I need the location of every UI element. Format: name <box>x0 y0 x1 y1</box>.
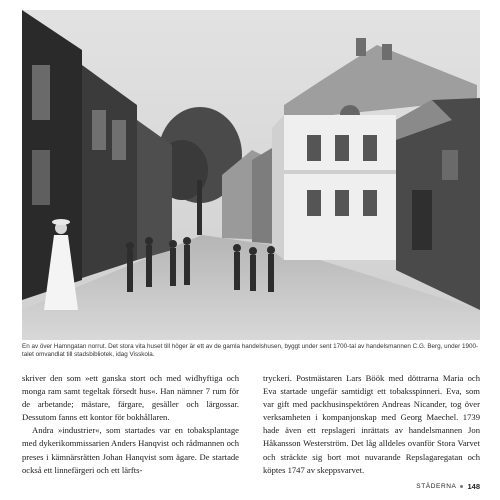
paragraph: skriver den som »ett ganska stort och med widhyftiga och monga ram samt tegeltak försedt hus«. Han nämner 7 rum för de arbetande; mästare, färgare, gesäller och lärgossar. Dessutom fanns ett kontor för bokhållaren. <box>22 373 239 423</box>
photo-caption: En av över Hamngatan norrut. Det stora vita huset till höger är ett av de gamla handelshusen, byggt under sent 1700-tal av handelsmannen C.G. Berg, under 1900-talet omvandlat till stadsbibliotek, idag Visskola. <box>22 343 479 358</box>
paragraph: tryckeri. Postmästaren Lars Böök med döttrarna Maria och Eva startade ungefär samtidigt ett tobaksspinneri. Eva, som var gift med packhusinspektören Andreas Nicander, tog över verksamheten i kompanjonskap med Georg Maechel. 1739 hade även ett repslageri inrättats av handelsmannen Jon Håkansson Westerström. Det låg alldeles ovanför Stora Varvet och sträckte sig bort mot nuvarande Repslagaregatan och köptes 1747 av skeppsvarvet. <box>263 373 480 475</box>
column-left <box>22 372 239 482</box>
column-right <box>263 372 480 482</box>
page-number: 148 <box>467 482 480 491</box>
paragraph: Andra »industrier«, som startades var en tobaksplantage med dykerikommissarien Anders Hanqvist och rådmannen och preses i kämnärsrätten Johan Hanqvist som ägare. De startade också ett linnefärgeri och ett lärfts- <box>22 425 239 475</box>
body-text <box>22 372 480 482</box>
page-footer <box>416 482 480 491</box>
street-photograph <box>22 10 480 340</box>
historic-street-photograph-icon <box>22 10 480 340</box>
section-name: STÄDERNA <box>416 483 457 490</box>
separator-dot-icon <box>460 485 463 488</box>
